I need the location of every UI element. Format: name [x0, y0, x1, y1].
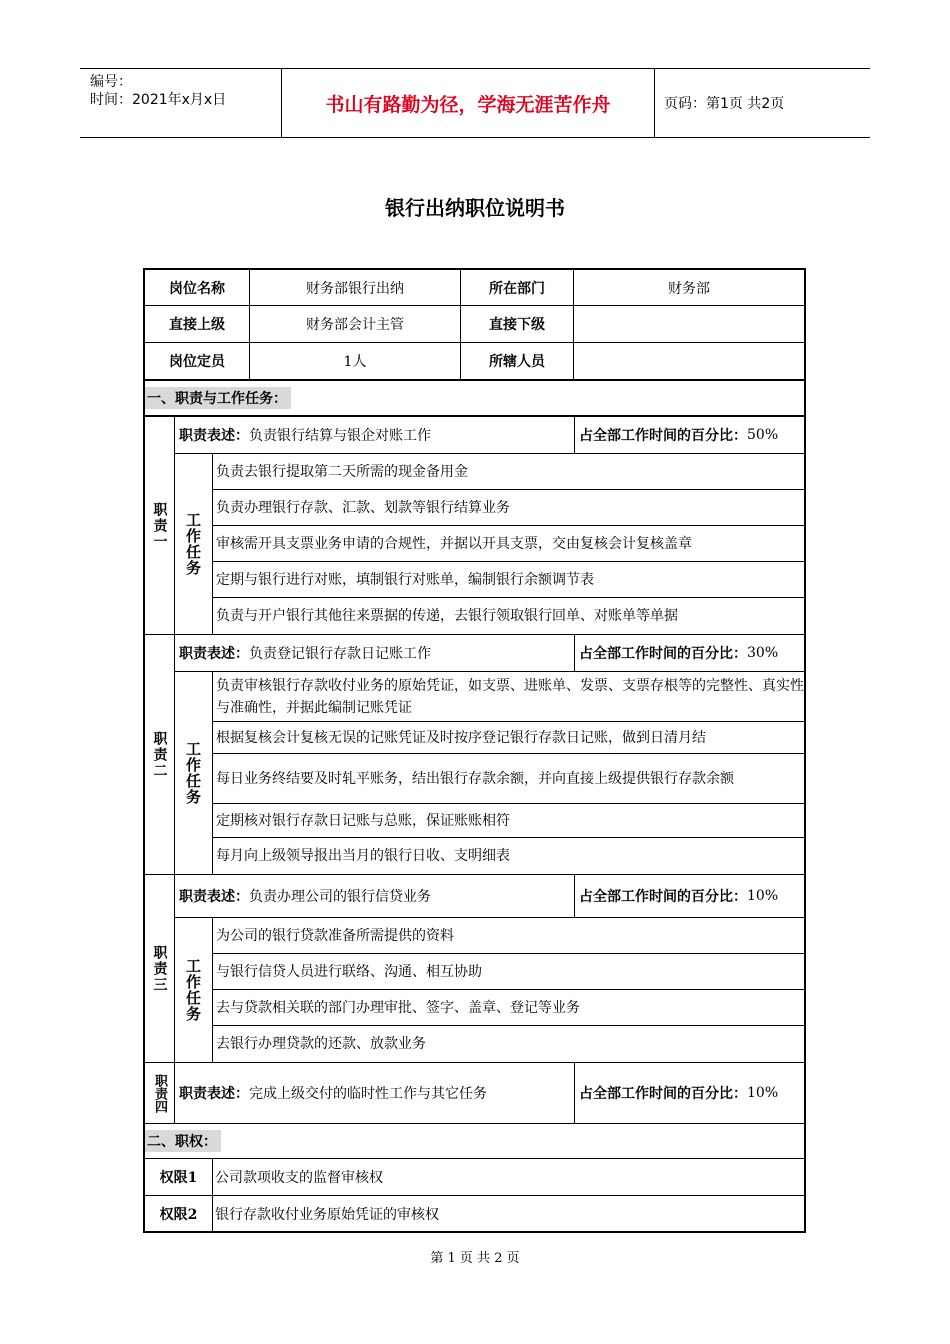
task-item: 负责与开户银行其他往来票据的传递，去银行领取银行回单、对账单等单据	[216, 608, 678, 624]
pct-prefix: 占全部工作时间的百分比：	[579, 646, 747, 662]
task-label: 工作任务	[175, 454, 213, 634]
pct-prefix: 占全部工作时间的百分比：	[579, 428, 747, 444]
task-item: 负责去银行提取第二天所需的现金备用金	[213, 454, 804, 490]
task-item: 定期核对银行存款日记账与总账，保证账账相符	[213, 804, 804, 838]
basic-row-3	[145, 343, 804, 381]
duty-desc: 负责登记银行存款日记账工作	[249, 646, 431, 662]
desc-prefix: 职责表述：	[179, 1086, 249, 1102]
duty-pct: 10%	[747, 1085, 779, 1101]
authority-row	[145, 1159, 804, 1196]
duty-desc: 负责银行结算与银企对账工作	[249, 428, 431, 444]
authority-text: 公司款项收支的监督审核权	[215, 1170, 383, 1186]
duty-label: 职责二	[145, 635, 175, 874]
pct-prefix: 占全部工作时间的百分比：	[579, 1086, 747, 1102]
page-header	[80, 68, 870, 138]
duty-pct: 50%	[747, 427, 779, 443]
duty-desc: 负责办理公司的银行信贷业务	[249, 889, 431, 905]
field-value	[574, 343, 804, 379]
desc-prefix: 职责表述：	[179, 889, 249, 905]
duty-block	[145, 1063, 804, 1124]
task-item: 去银行办理贷款的还款、放款业务	[216, 1036, 426, 1052]
field-key: 直接上级	[145, 306, 250, 342]
desc-prefix: 职责表述：	[179, 428, 249, 444]
motto: 书山有路勤为径，学海无涯苦作舟	[282, 69, 655, 137]
field-value: 财务部会计主管	[250, 306, 461, 342]
field-value	[574, 306, 804, 342]
task-item: 负责审核银行存款收付业务的原始凭证，如支票、进账单、发票、支票存根等的完整性、真实性与准确性，并据此编制记账凭证	[213, 672, 804, 722]
page-info: 页码：第1页 共2页	[664, 96, 785, 112]
doc-meta	[80, 69, 282, 137]
pct-prefix: 占全部工作时间的百分比：	[579, 889, 747, 905]
task-item: 定期与银行进行对账，填制银行对账单，编制银行余额调节表	[213, 562, 804, 598]
authority-label: 权限2	[145, 1196, 213, 1231]
field-value: 财务部	[668, 280, 710, 297]
task-item: 负责办理银行存款、汇款、划款等银行结算业务	[213, 490, 804, 526]
task-item: 去与贷款相关联的部门办理审批、签字、盖章、登记等业务	[213, 990, 804, 1026]
section-title: 一、职责与工作任务：	[145, 387, 291, 409]
section-duties-header	[145, 381, 804, 417]
duty-desc-row	[175, 1063, 804, 1123]
duty-label: 职责三	[145, 875, 175, 1062]
task-item: 与银行信贷人员进行联络、沟通、相互协助	[213, 954, 804, 990]
task-item: 根据复核会计复核无误的记账凭证及时按序登记银行存款日记账，做到日清月结	[213, 722, 804, 754]
field-key: 岗位定员	[145, 343, 250, 379]
field-key: 直接下级	[461, 306, 574, 342]
duty-label: 职责一	[145, 417, 175, 634]
field-key: 所辖人员	[461, 343, 574, 379]
duty-label: 职责四	[145, 1063, 175, 1123]
task-label: 工作任务	[175, 672, 213, 874]
duty-desc-row	[175, 417, 804, 454]
field-key: 所在部门	[461, 270, 574, 305]
duty-pct: 30%	[747, 645, 779, 661]
duty-desc: 完成上级交付的临时性工作与其它任务	[249, 1086, 487, 1102]
section-authority-header	[145, 1124, 804, 1159]
field-key: 岗位名称	[145, 270, 250, 305]
number-label: 编号：	[90, 74, 132, 90]
duty-desc-row	[175, 875, 804, 918]
task-item: 为公司的银行贷款准备所需提供的资料	[213, 918, 804, 954]
duty-block	[145, 875, 804, 1063]
authority-text: 银行存款收付业务原始凭证的审核权	[215, 1206, 439, 1223]
authority-row	[145, 1196, 804, 1231]
section-title: 二、职权：	[145, 1130, 221, 1152]
page-footer: 第 1 页 共 2 页	[430, 1251, 520, 1266]
task-item: 审核需开具支票业务申请的合规性，并据以开具支票，交由复核会计复核盖章	[213, 526, 804, 562]
authority-label: 权限1	[145, 1159, 213, 1195]
task-item: 每日业务终结要及时轧平账务，结出银行存款余额，并向直接上级提供银行存款余额	[213, 754, 804, 804]
doc-title: 银行出纳职位说明书	[385, 196, 565, 220]
duty-pct: 10%	[747, 888, 779, 904]
task-item: 每月向上级领导报出当月的银行日收、支明细表	[216, 848, 510, 864]
field-value: 财务部银行出纳	[250, 270, 461, 305]
task-label: 工作任务	[175, 918, 213, 1062]
basic-row-2	[145, 306, 804, 343]
job-description-table	[143, 268, 806, 1233]
desc-prefix: 职责表述：	[179, 646, 249, 662]
duty-desc-row	[175, 635, 804, 672]
duty-block	[145, 417, 804, 635]
time-label: 时间：2021年x月x日	[90, 92, 227, 108]
basic-row-1	[145, 270, 804, 306]
duty-block	[145, 635, 804, 875]
field-value: 1人	[250, 343, 461, 379]
